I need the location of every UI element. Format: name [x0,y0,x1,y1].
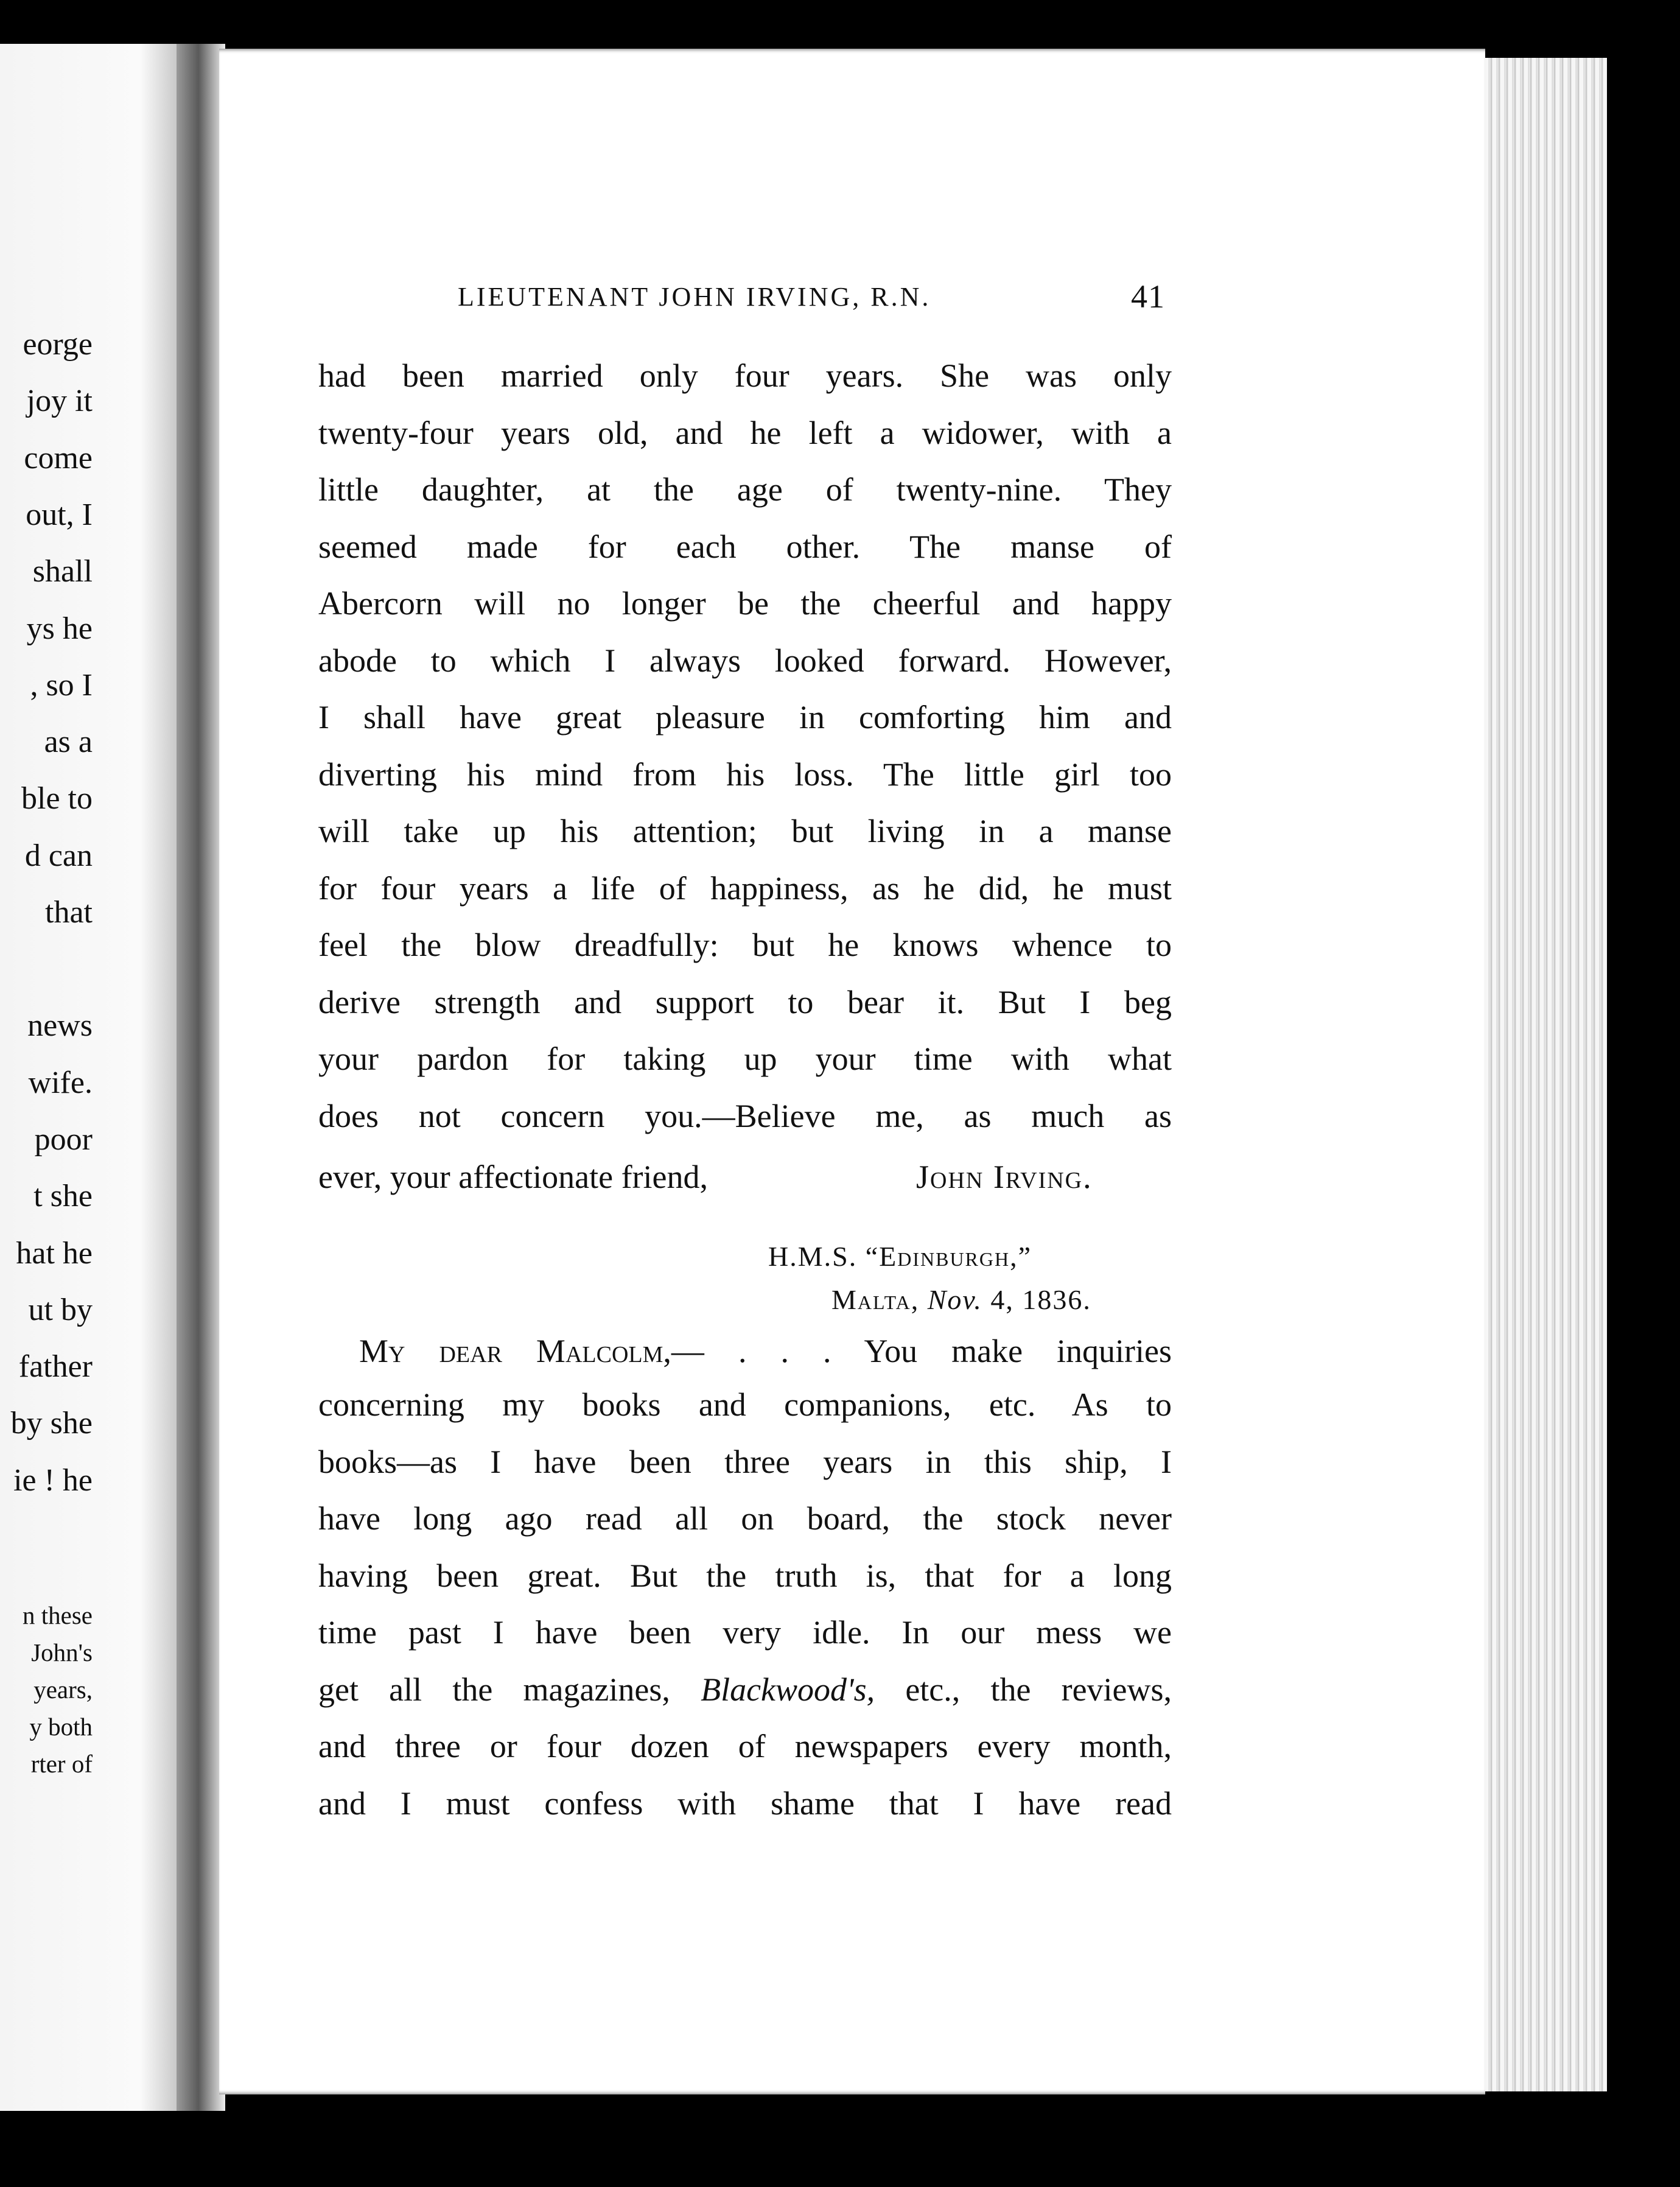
previous-page-footnote-line: John's [31,1638,93,1666]
letter-place-date [831,1283,1091,1316]
magazine-line [318,1673,1172,1706]
running-head: LIEUTENANT JOHN IRVING, R.N. [458,282,931,312]
previous-page-footnote-line: years, [33,1676,93,1704]
previous-page-line: news [27,1008,93,1044]
previous-page-line: that [45,895,93,930]
salutation-line [359,1332,1172,1370]
magazine-line-after: etc., the reviews, [905,1671,1172,1708]
body-line: derive strength and support to bear it. But I beg [318,983,1172,1020]
body-line: having been great. But the truth is, that for a long [318,1557,1172,1594]
page-number: 41 [1131,278,1165,315]
previous-page-line: hat he [16,1235,93,1271]
closing-line: ever, your affectionate friend, [318,1159,709,1195]
previous-page-line: ys he [26,611,93,646]
body-line: for four years a life of happiness, as he did, he must [318,869,1172,907]
body-line: and three or four dozen of newspapers every month, [318,1728,1172,1764]
body-line: and I must confess with shame that I have read [318,1785,1172,1822]
body-line: have long ago read all on board, the stock never [318,1500,1172,1537]
body-line: Abercorn will no longer be the cheerful and happy [318,585,1172,622]
previous-page-line: t she [33,1179,93,1214]
previous-page-line: poor [34,1122,93,1157]
body-line: will take up his attention; but living in a manse [318,813,1172,849]
body-line: does not concern you.—Believe me, as much as [318,1097,1172,1134]
previous-page-line: come [24,440,93,476]
previous-page-line: ie ! he [13,1462,93,1498]
body-line: abode to which I always looked forward. However, [318,642,1172,679]
body-line: concerning my books and companions, etc. As to [318,1386,1172,1423]
previous-page-line: ut by [28,1292,93,1327]
previous-page-line: , so I [30,667,93,703]
body-line: had been married only four years. She was only [318,357,1172,394]
body-line: twenty-four years old, and he left a widower, with a [318,414,1172,451]
body-line: seemed made for each other. The manse of [318,528,1172,565]
body-line: diverting his mind from his loss. The little girl too [318,756,1172,793]
previous-page-footnote-line: y both [29,1713,93,1741]
signature-name: John Irving. [916,1159,1093,1195]
letter-date: 4, 1836. [990,1284,1091,1315]
previous-page-fragment [0,44,201,2111]
previous-page-footnote-line: rter of [30,1750,93,1778]
previous-page-line: eorge [23,327,93,362]
previous-page-line: shall [32,554,93,589]
letter-place: Malta, [831,1284,920,1315]
body-line: I shall have great pleasure in comforting him and [318,699,1172,735]
previous-page-line: by she [10,1406,93,1441]
magazine-line-before: get all the magazines, [318,1671,670,1708]
previous-page-line: father [18,1349,93,1385]
previous-page-line: ble to [21,781,93,816]
salutation-rest: . . . You make inquiries [738,1333,1172,1369]
previous-page-footnote-line: n these [23,1601,93,1629]
previous-page-line: wife. [28,1065,93,1100]
body-line: time past I have been very idle. In our mess we [318,1614,1172,1651]
magazine-title: Blackwood's, [701,1671,875,1708]
body-line: feel the blow dreadfully: but he knows whence to [318,927,1172,963]
previous-page-line: as a [44,725,93,760]
previous-page-line: d can [24,838,93,873]
letter-ship-heading: H.M.S. “Edinburgh,” [768,1241,1032,1272]
body-line: little daughter, at the age of twenty-nine. They [318,471,1172,508]
salutation: My dear Malcolm,— [359,1333,704,1369]
previous-page-line: joy it [26,384,93,419]
body-line: books—as I have been three years in this ship, I [318,1443,1172,1480]
body-line: your pardon for taking up your time with what [318,1041,1172,1077]
previous-page-line: out, I [26,497,93,532]
book-gutter-shadow [177,44,225,2111]
letter-month: Nov. [927,1284,982,1315]
